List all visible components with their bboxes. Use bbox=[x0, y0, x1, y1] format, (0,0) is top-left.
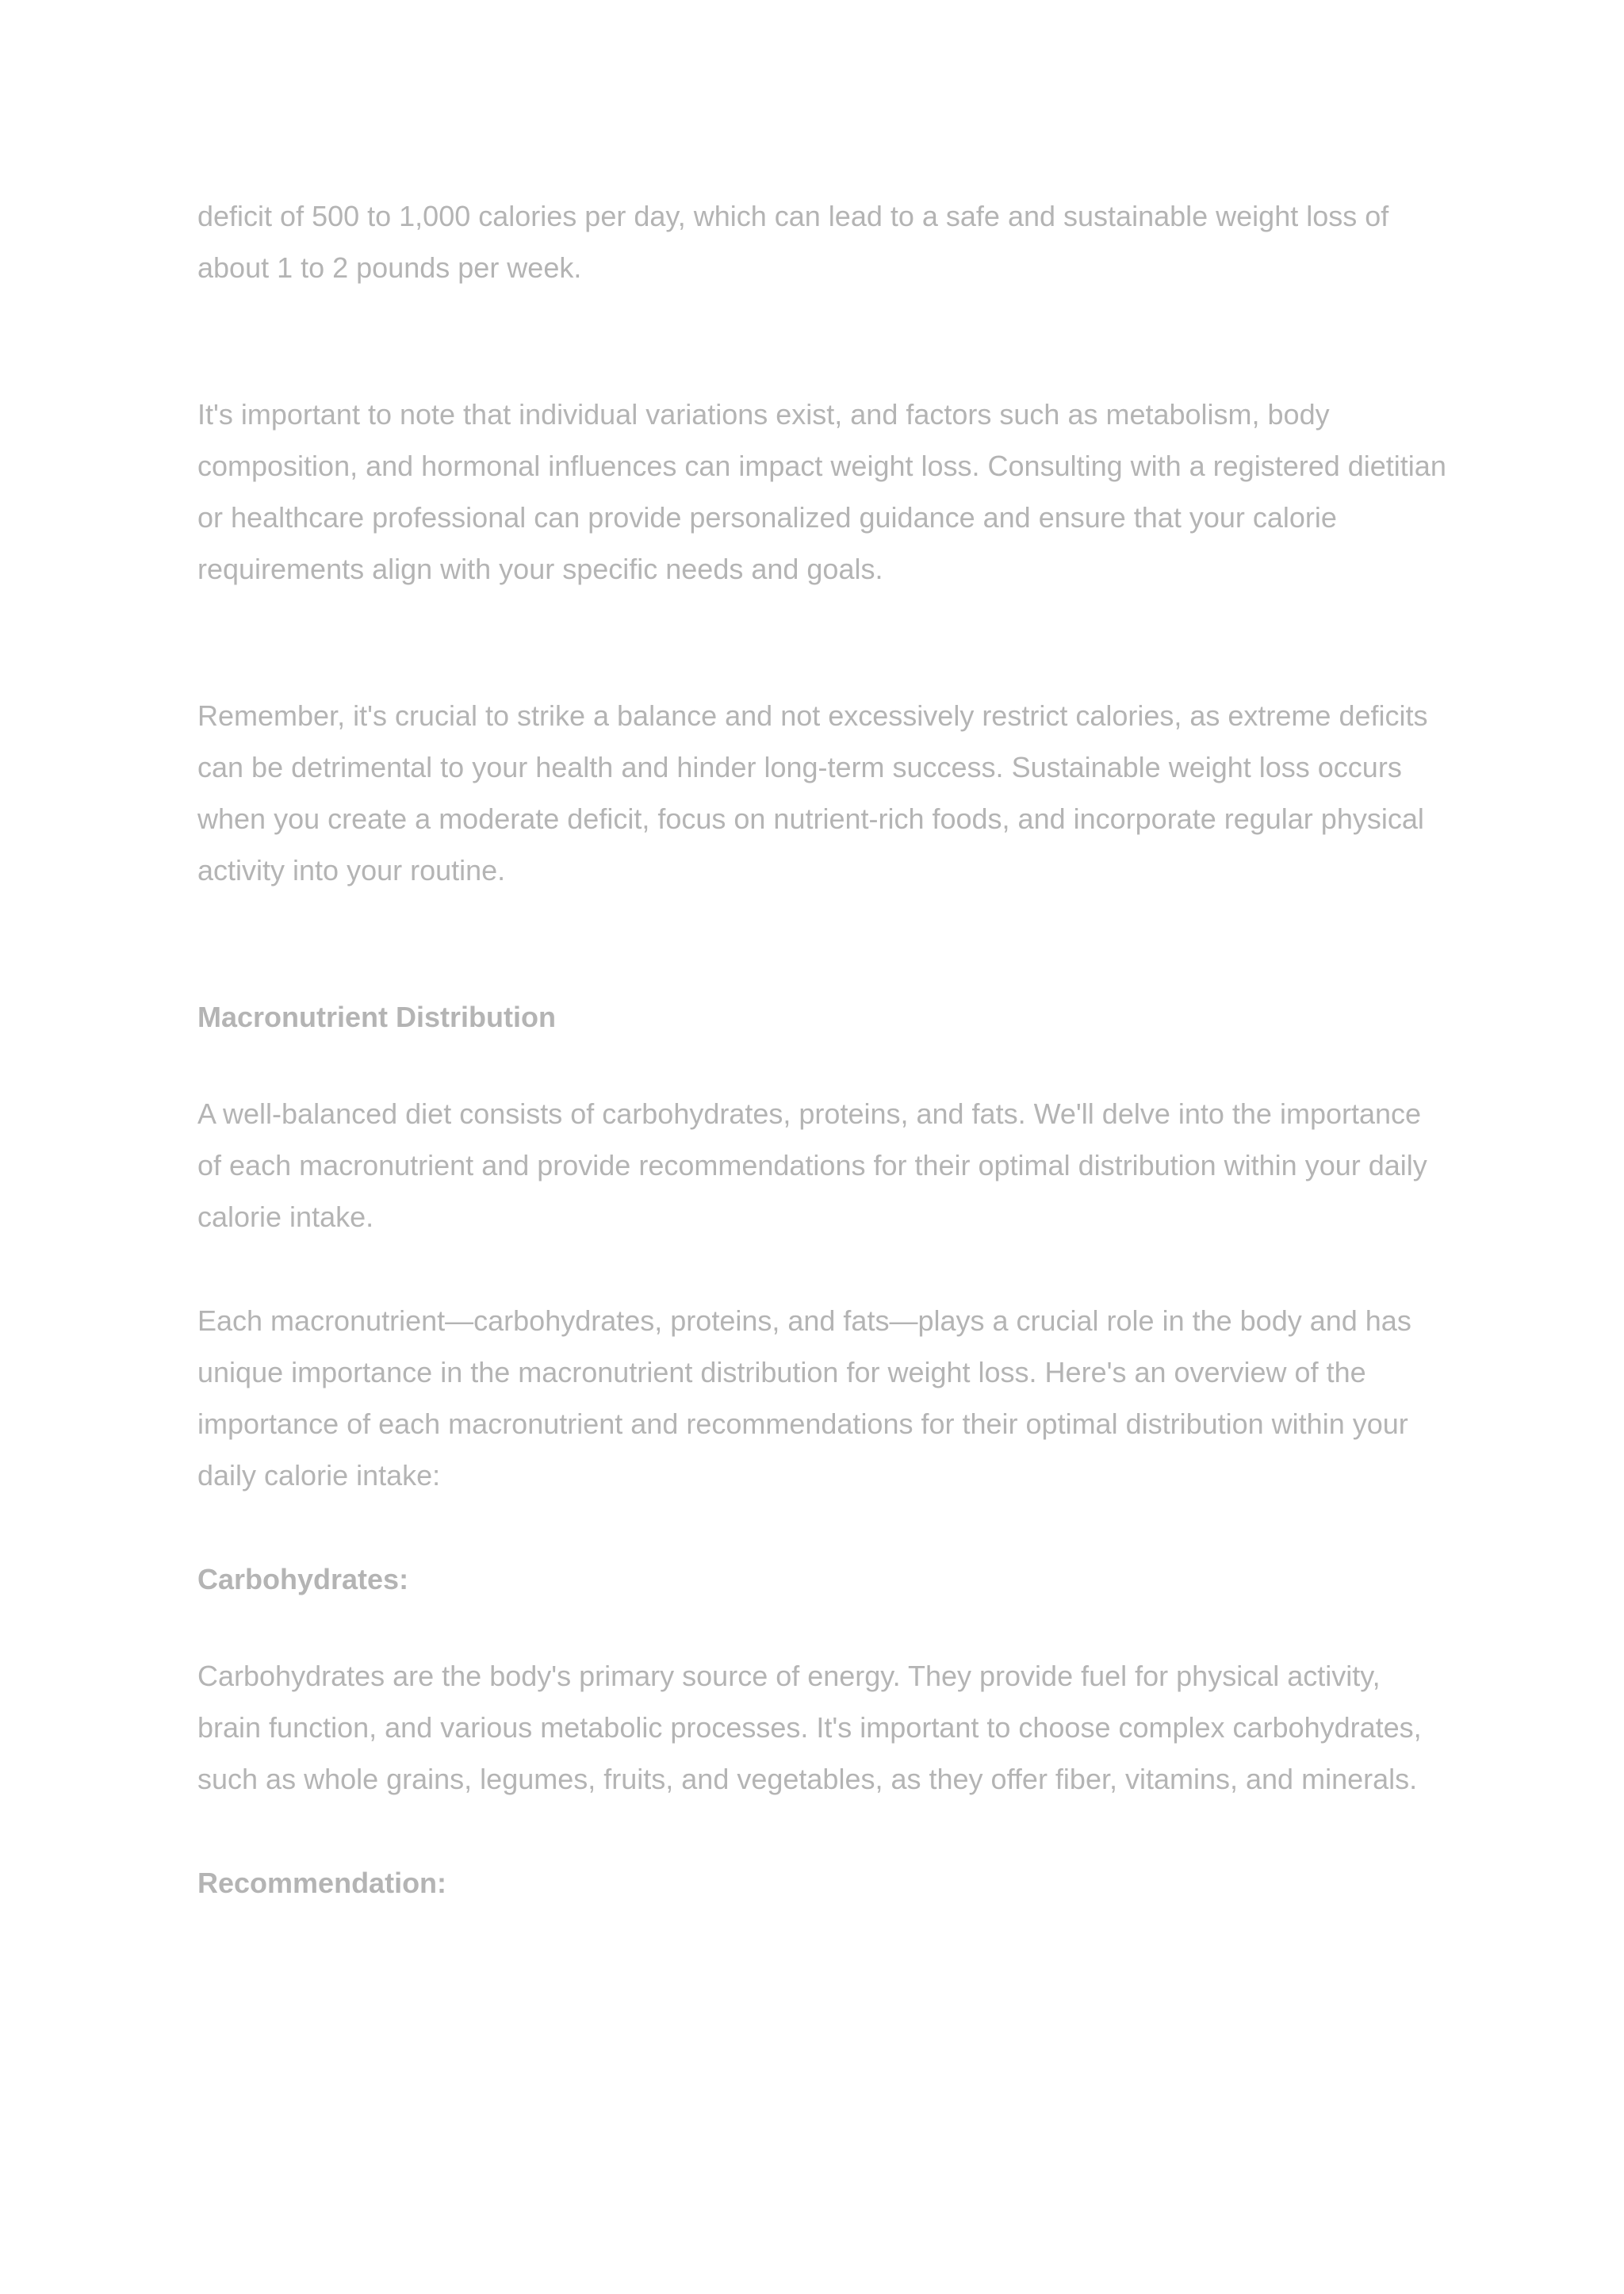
paragraph-macro-intro: A well-balanced diet consists of carbohydrates, proteins, and fats. We'll delve into the importance of each macronutrient and provide recommendations for their optimal distribution within your daily calorie intake. bbox=[197, 1097, 1427, 1233]
heading-macronutrient-distribution: Macronutrient Distribution bbox=[197, 1001, 556, 1033]
paragraph-macro-overview: Each macronutrient—carbohydrates, proteins, and fats—plays a crucial role in the body and has unique importance in the macronutrient distribution for weight loss. Here's an overview of the importance of each macronutrient and recommendations for their optimal distribution within your daily calorie intake: bbox=[197, 1304, 1411, 1492]
paragraph-calorie-deficit: deficit of 500 to 1,000 calories per day, which can lead to a safe and sustainable weight loss of about 1 to 2 pounds per week. bbox=[197, 200, 1389, 284]
document-content bbox=[197, 190, 1450, 1909]
paragraph-carbohydrates: Carbohydrates are the body's primary source of energy. They provide fuel for physical activity, brain function, and various metabolic processes. It's important to choose complex carbohydrates, such as whole grains, legumes, fruits, and vegetables, as they offer fiber, vitamins, and minerals. bbox=[197, 1660, 1422, 1795]
paragraph-balance-reminder: Remember, it's crucial to strike a balance and not excessively restrict calories, as extreme deficits can be detrimental to your health and hinder long-term success. Sustainable weight loss occurs when you create a moderate deficit, focus on nutrient-rich foods, and incorporate regular physical activity into your routine. bbox=[197, 699, 1428, 887]
heading-recommendation: Recommendation: bbox=[197, 1867, 447, 1899]
heading-carbohydrates: Carbohydrates: bbox=[197, 1563, 409, 1595]
paragraph-individual-variations: It's important to note that individual variations exist, and factors such as metabolism, body composition, and hormonal influences can impact weight loss. Consulting with a registered dietitian or healthcare professional can provide personalized guidance and ensure that your calorie requirements align with your specific needs and goals. bbox=[197, 398, 1446, 585]
